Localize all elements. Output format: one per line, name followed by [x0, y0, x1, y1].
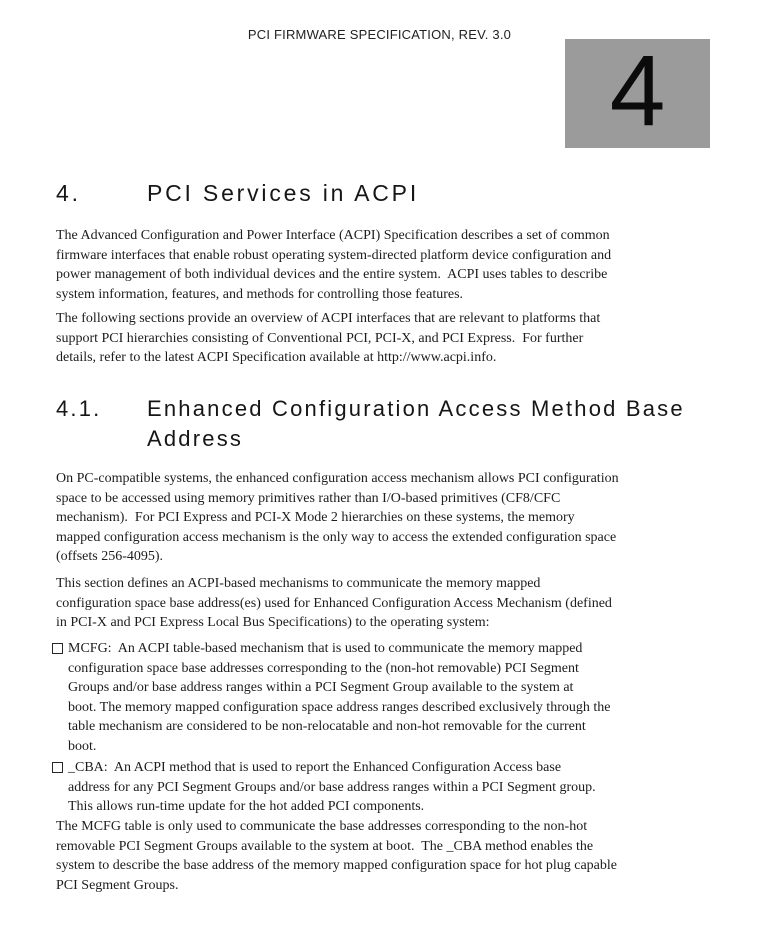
chapter-heading	[56, 180, 716, 206]
paragraph-ecam-intro: On PC-compatible systems, the enhanced configuration access mechanism allows PCI configuration space to be accessed using memory primitives rather than I/O-based primitives (CF8/CFC mechanism). For PCI Express and PCI-X Mode 2 hierarchies on these systems, the memory mapped configuration access mechanism is the only way to access the extended configuration space (offsets 256-4095).	[56, 471, 619, 564]
chapter-heading-title: PCI Services in ACPI	[147, 180, 420, 206]
section-heading-title: Enhanced Configuration Access Method Base Address	[147, 396, 685, 451]
bullet-item-mcfg	[52, 639, 708, 756]
chapter-heading-number: 4.	[56, 180, 81, 206]
running-header: PCI FIRMWARE SPECIFICATION, REV. 3.0	[247, 27, 512, 42]
bullet-text-mcfg: MCFG: An ACPI table-based mechanism that is used to communicate the memory mapped configuration space base addresses corresponding to the (non-hot removable) PCI Segment Groups and/or base address ranges within a PCI Segment Group available to the system at boot. The memory mapped configuration space address ranges described exclusively through the table mechanism are considered to be non-relocatable and non-hot removable for the current boot.	[68, 641, 611, 754]
square-bullet-icon	[52, 762, 63, 773]
paragraph-acpi-mechanisms: This section defines an ACPI-based mechanisms to communicate the memory mapped configuration space base address(es) used for Enhanced Configuration Access Mechanism (defined in PCI-X and PCI Express Local Bus Specifications) to the operating system:	[56, 576, 612, 630]
paragraph-acpi-overview: The Advanced Configuration and Power Interface (ACPI) Specification describes a set of common firmware interfaces that enable robust operating system-directed platform device configuration and power management of both individual devices and the entire system. ACPI uses tables to describe system information, features, and methods for controlling those features.	[56, 228, 612, 302]
paragraph-mcfg-cba-summary: The MCFG table is only used to communicate the base addresses corresponding to the non-hot removable PCI Segment Groups available to the system at boot. The _CBA method enables the system to describe the base address of the memory mapped configuration space for hot plug capable PCI Segment Groups.	[56, 819, 617, 893]
bullet-item-cba	[52, 758, 708, 817]
bullet-text-cba: _CBA: An ACPI method that is used to report the Enhanced Configuration Access base address for any PCI Segment Groups and/or base address ranges within a PCI Segment group. This allows run-time update for the hot added PCI components.	[68, 760, 596, 814]
paragraph-sections-overview: The following sections provide an overview of ACPI interfaces that are relevant to platforms that support PCI hierarchies consisting of Conventional PCI, PCI-X, and PCI Express. For further details, refer to the latest ACPI Specification available at http://www.acpi.info.	[56, 311, 601, 365]
square-bullet-icon	[52, 643, 63, 654]
chapter-number-tab	[565, 34, 710, 148]
section-heading-number: 4.1.	[56, 396, 102, 421]
section-heading-4-1	[56, 394, 736, 454]
chapter-number: 4	[609, 34, 666, 147]
